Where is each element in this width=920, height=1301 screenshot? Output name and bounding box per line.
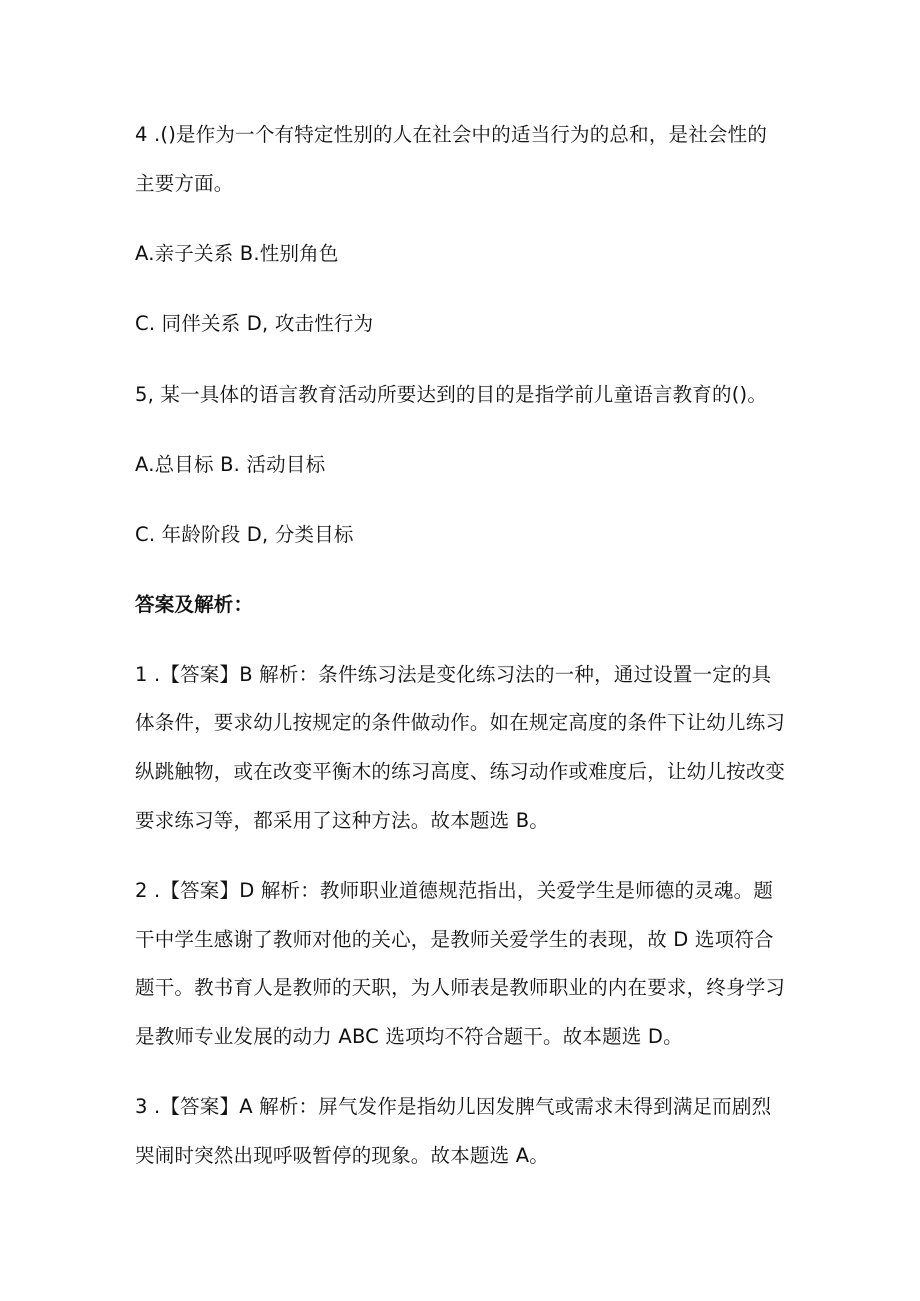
question-5-options-line-1: A.总目标 B. 活动目标 bbox=[135, 453, 326, 476]
answers-heading: 答案及解析： bbox=[135, 593, 254, 616]
answer-1-line-2: 体条件，要求幼儿按规定的条件做动作。如在规定高度的条件下让幼儿练习 bbox=[135, 711, 786, 734]
question-5-options-line-2: C. 年龄阶段 D, 分类目标 bbox=[135, 523, 354, 546]
question-4-options-line-2: C. 同伴关系 D, 攻击性行为 bbox=[135, 312, 374, 335]
answer-3-line-2: 哭闹时突然出现呼吸暂停的现象。故本题选 A。 bbox=[135, 1144, 549, 1167]
answer-3-line-1: 3 .【答案】A 解析：屏气发作是指幼儿因发脾气或需求未得到满足而剧烈 bbox=[135, 1095, 772, 1118]
question-4-stem-line-2: 主要方面。 bbox=[135, 172, 234, 195]
answer-2-line-4: 是教师专业发展的动力 ABC 选项均不符合题干。故本题选 D。 bbox=[135, 1025, 683, 1048]
answer-1-line-4: 要求练习等，都采用了这种方法。故本题选 B。 bbox=[135, 809, 549, 832]
question-4-stem-line-1: 4 .()是作为一个有特定性别的人在社会中的适当行为的总和，是社会性的 bbox=[135, 123, 768, 146]
answer-2-line-3: 题干。教书育人是教师的天职，为人师表是教师职业的内在要求，终身学习 bbox=[135, 976, 786, 999]
answer-1-line-3: 纵跳触物，或在改变平衡木的练习高度、练习动作或难度后，让幼儿按改变 bbox=[135, 760, 786, 783]
answer-2-line-2: 干中学生感谢了教师对他的关心，是教师关爱学生的表现，故 D 选项符合 bbox=[135, 928, 774, 951]
answer-2-line-1: 2 .【答案】D 解析：教师职业道德规范指出，关爱学生是师德的灵魂。题 bbox=[135, 879, 774, 902]
answer-1-line-1: 1 .【答案】B 解析：条件练习法是变化练习法的一种，通过设置一定的具 bbox=[135, 663, 772, 686]
question-4-options-line-1: A.亲子关系 B.性别角色 bbox=[135, 242, 339, 265]
question-5-stem-line-1: 5, 某一具体的语言教育活动所要达到的目的是指学前儿童语言教育的()。 bbox=[135, 383, 768, 406]
